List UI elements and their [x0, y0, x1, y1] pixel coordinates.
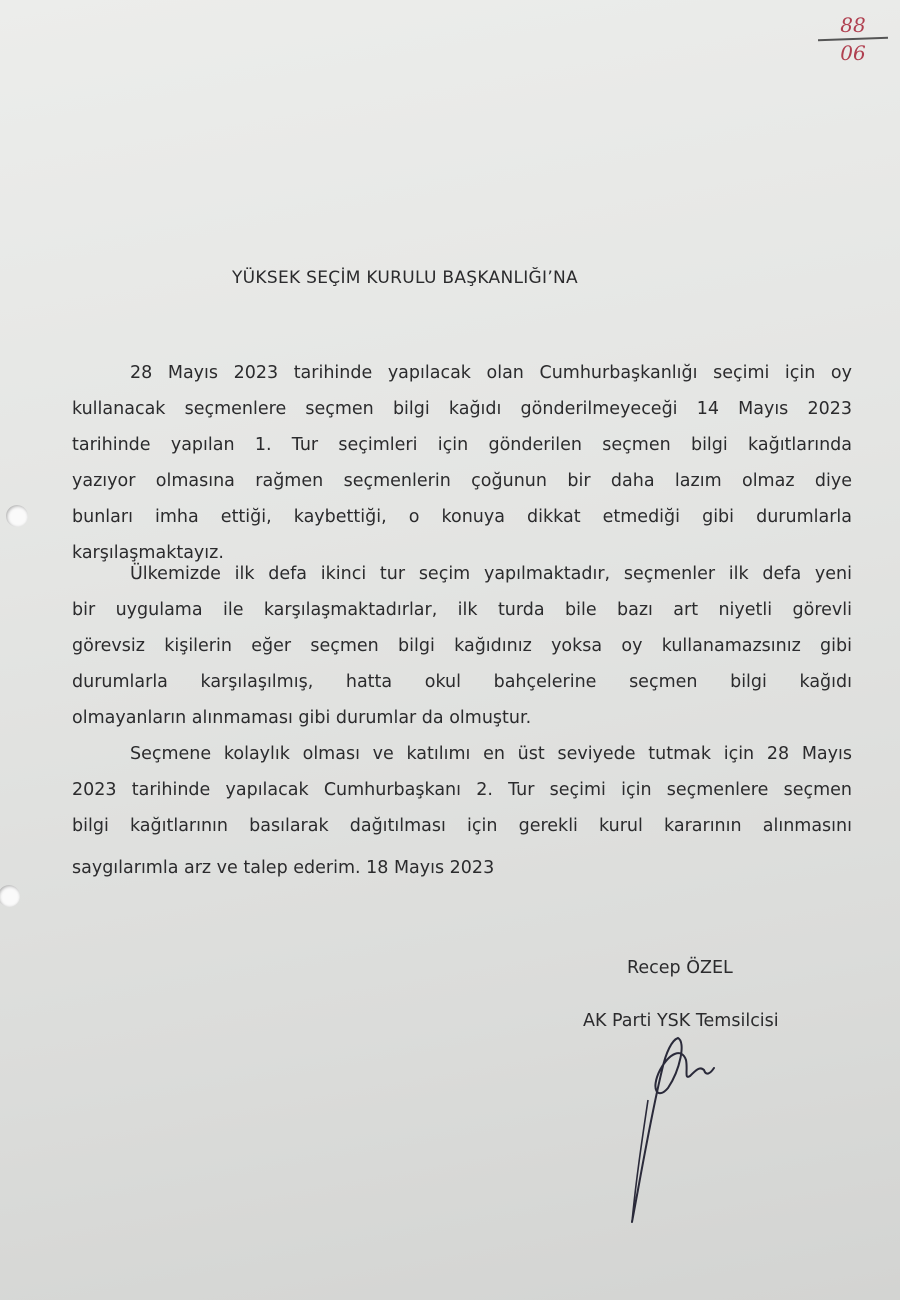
- text-line: durumlarla karşılaşılmış, hatta okul bahçelerine seçmen bilgi kağıdı: [72, 672, 852, 692]
- signatory-name: Recep ÖZEL: [627, 958, 733, 978]
- text-line: Ülkemizde ilk defa ikinci tur seçim yapılmaktadır, seçmenler ilk defa yeni: [130, 564, 852, 584]
- handwritten-page-number: [818, 14, 888, 64]
- signatory-role: AK Parti YSK Temsilcisi: [583, 1011, 779, 1031]
- paragraph-3: [72, 736, 852, 886]
- text-line: saygılarımla arz ve talep ederim. 18 Mayıs 2023: [72, 858, 495, 878]
- text-line: bir uygulama ile karşılaşmaktadırlar, ilk turda bile bazı art niyetli görevli: [72, 600, 852, 620]
- text-line: yazıyor olmasına rağmen seçmenlerin çoğunun bir daha lazım olmaz diye: [72, 471, 852, 491]
- punch-hole: [0, 885, 20, 907]
- text-line: görevsiz kişilerin eğer seçmen bilgi kağıdınız yoksa oy kullanamazsınız gibi: [72, 636, 852, 656]
- page-number-bottom: 06: [840, 41, 866, 65]
- text-line: bunları imha ettiği, kaybettiği, o konuya dikkat etmediği gibi durumlarla: [72, 507, 852, 527]
- text-line: olmayanların alınmaması gibi durumlar da olmuştur.: [72, 708, 532, 728]
- text-line: 28 Mayıs 2023 tarihinde yapılacak olan Cumhurbaşkanlığı seçimi için oy: [130, 363, 852, 383]
- text-line: 2023 tarihinde yapılacak Cumhurbaşkanı 2. Tur seçimi için seçmenlere seçmen: [72, 780, 852, 800]
- paragraph-2: [72, 556, 852, 736]
- text-line: bilgi kağıtlarının basılarak dağıtılması için gerekli kurul kararının alınmasını: [72, 816, 852, 836]
- text-line: tarihinde yapılan 1. Tur seçimleri için gönderilen seçmen bilgi kağıtlarında: [72, 435, 852, 455]
- text-line: karşılaşmaktayız.: [72, 543, 224, 563]
- text-line: kullanacak seçmenlere seçmen bilgi kağıdı gönderilmeyeceği 14 Mayıs 2023: [72, 399, 852, 419]
- paragraph-1: [72, 355, 852, 571]
- page-number-top: 88: [840, 13, 866, 37]
- handwritten-signature: [620, 1030, 730, 1230]
- text-line: Seçmene kolaylık olması ve katılımı en üst seviyede tutmak için 28 Mayıs: [130, 744, 852, 764]
- document-title: YÜKSEK SEÇİM KURULU BAŞKANLIĞI’NA: [231, 268, 578, 288]
- punch-hole: [6, 505, 28, 527]
